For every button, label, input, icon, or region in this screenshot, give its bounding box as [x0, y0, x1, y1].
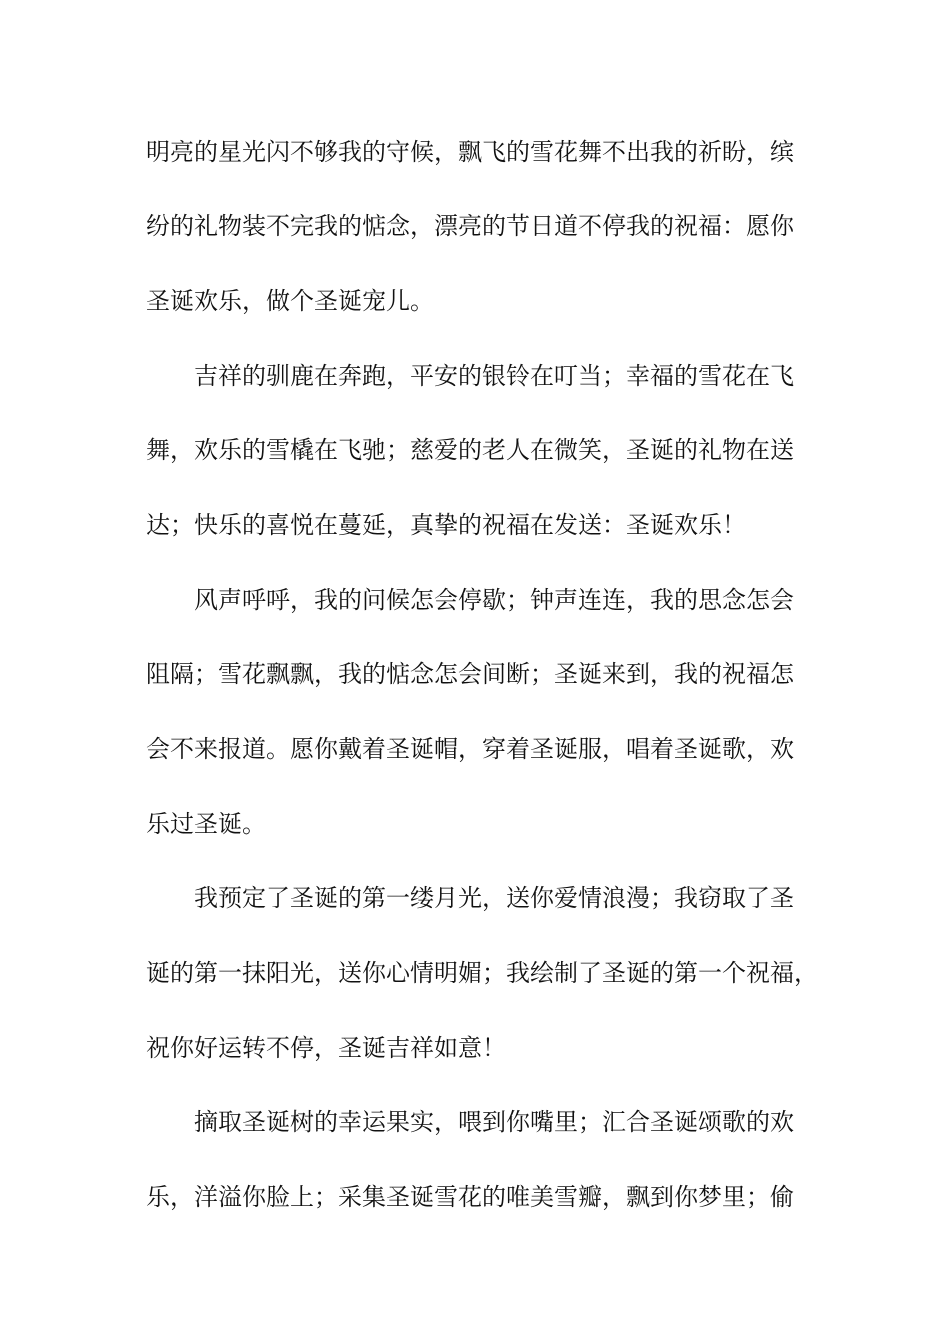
paragraph-2-line-3: 达；快乐的喜悦在蔓延，真挚的祝福在发送：圣诞欢乐！ — [146, 511, 746, 539]
paragraph-1-line-3: 圣诞欢乐，做个圣诞宠儿。 — [146, 287, 434, 315]
paragraph-4-line-3: 祝你好运转不停，圣诞吉祥如意！ — [146, 1034, 506, 1062]
paragraph-3-line-2: 阻隔；雪花飘飘，我的惦念怎会间断；圣诞来到，我的祝福怎 — [146, 660, 794, 688]
paragraph-5-line-2: 乐，洋溢你脸上；采集圣诞雪花的唯美雪瓣，飘到你梦里；偷 — [146, 1183, 794, 1211]
paragraph-2-line-2: 舞，欢乐的雪橇在飞驰；慈爱的老人在微笑，圣诞的礼物在送 — [146, 436, 794, 464]
paragraph-5-line-1: 摘取圣诞树的幸运果实，喂到你嘴里；汇合圣诞颂歌的欢 — [194, 1108, 794, 1136]
paragraph-3-line-3: 会不来报道。愿你戴着圣诞帽，穿着圣诞服，唱着圣诞歌，欢 — [146, 735, 794, 763]
paragraph-3-line-1: 风声呼呼，我的问候怎会停歇；钟声连连，我的思念怎会 — [194, 586, 794, 614]
paragraph-2-line-1: 吉祥的驯鹿在奔跑，平安的银铃在叮当；幸福的雪花在飞 — [194, 362, 794, 390]
paragraph-1-line-2: 纷的礼物装不完我的惦念，漂亮的节日道不停我的祝福：愿你 — [146, 212, 794, 240]
paragraph-4-line-2: 诞的第一抹阳光，送你心情明媚；我绘制了圣诞的第一个祝福， — [146, 959, 818, 987]
paragraph-3-line-4: 乐过圣诞。 — [146, 810, 266, 838]
paragraph-4-line-1: 我预定了圣诞的第一缕月光，送你爱情浪漫；我窃取了圣 — [194, 884, 794, 912]
paragraph-1-line-1: 明亮的星光闪不够我的守候，飘飞的雪花舞不出我的祈盼，缤 — [146, 138, 794, 166]
